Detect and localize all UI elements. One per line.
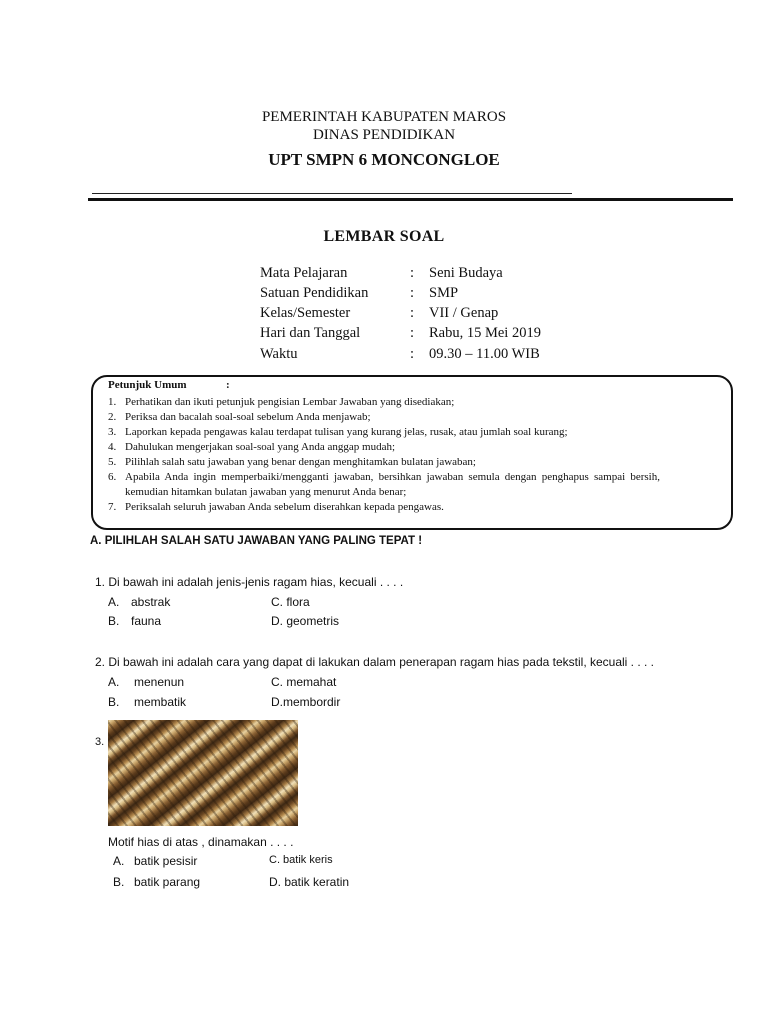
instruction-heading-colon: : bbox=[226, 379, 230, 391]
batik-image bbox=[108, 720, 298, 826]
option-b[interactable]: membatik bbox=[134, 695, 187, 709]
instruction-number: 6. bbox=[108, 471, 117, 483]
header-government: PEMERINTAH KABUPATEN MAROS bbox=[261, 109, 507, 125]
header-department: DINAS PENDIDIKAN bbox=[312, 127, 456, 143]
header-divider-thin bbox=[92, 193, 572, 194]
info-label: Satuan Pendidikan bbox=[260, 285, 369, 301]
option-letter[interactable]: A. bbox=[113, 854, 125, 868]
instruction-number: 7. bbox=[108, 501, 117, 513]
option-letter[interactable]: B. bbox=[113, 875, 125, 889]
page-title: LEMBAR SOAL bbox=[323, 228, 445, 245]
option-b[interactable]: fauna bbox=[131, 614, 162, 628]
instruction-number: 3. bbox=[108, 426, 117, 438]
option-d[interactable]: D. batik keratin bbox=[269, 875, 350, 889]
info-value: 09.30 – 11.00 WIB bbox=[429, 346, 540, 362]
info-colon: : bbox=[410, 265, 415, 281]
option-a[interactable]: batik pesisir bbox=[134, 854, 198, 868]
instruction-number: 1. bbox=[108, 396, 117, 408]
question-2-text: 2. Di bawah ini adalah cara yang dapat di lakukan dalam penerapan ragam hias pada tekstil, kecuali . . . . bbox=[95, 655, 655, 669]
info-colon: : bbox=[410, 305, 415, 321]
info-label: Hari dan Tanggal bbox=[260, 325, 361, 341]
option-c[interactable]: C. flora bbox=[271, 595, 310, 609]
instruction-text: Periksa dan bacalah soal-soal sebelum Anda menjawab; bbox=[125, 411, 371, 423]
info-label: Waktu bbox=[260, 346, 298, 362]
info-value: Seni Budaya bbox=[429, 265, 503, 281]
info-row bbox=[0, 265, 768, 285]
option-letter[interactable]: A. bbox=[108, 675, 120, 689]
section-a-heading: A. PILIHLAH SALAH SATU JAWABAN YANG PALING TEPAT ! bbox=[90, 535, 423, 547]
option-c[interactable]: C. batik keris bbox=[269, 854, 333, 866]
info-label: Mata Pelajaran bbox=[260, 265, 348, 281]
header-divider-thick bbox=[88, 198, 733, 201]
option-letter[interactable]: A. bbox=[108, 595, 120, 609]
instruction-text: Periksalah seluruh jawaban Anda sebelum diserahkan kepada pengawas. bbox=[125, 501, 444, 513]
instruction-text: Dahulukan mengerjakan soal-soal yang Anda anggap mudah; bbox=[125, 441, 396, 453]
info-row bbox=[0, 346, 768, 366]
question-1-text: 1. Di bawah ini adalah jenis-jenis ragam hias, kecuali . . . . bbox=[95, 575, 404, 589]
option-b[interactable]: batik parang bbox=[134, 875, 201, 889]
info-colon: : bbox=[410, 325, 415, 341]
instruction-heading: Petunjuk Umum bbox=[108, 379, 187, 391]
info-value: VII / Genap bbox=[429, 305, 499, 321]
instruction-number: 4. bbox=[108, 441, 117, 453]
info-value: SMP bbox=[429, 285, 459, 301]
option-a[interactable]: abstrak bbox=[131, 595, 171, 609]
info-colon: : bbox=[410, 285, 415, 301]
option-letter[interactable]: B. bbox=[108, 695, 120, 709]
info-row bbox=[0, 325, 768, 345]
info-colon: : bbox=[410, 346, 415, 362]
instruction-text: Perhatikan dan ikuti petunjuk pengisian Lembar Jawaban yang disediakan; bbox=[125, 396, 455, 408]
header-school: UPT SMPN 6 MONCONGLOE bbox=[268, 150, 500, 169]
instruction-number: 2. bbox=[108, 411, 117, 423]
info-row bbox=[0, 305, 768, 325]
question-3-number: 3. bbox=[95, 736, 105, 748]
option-d[interactable]: D.membordir bbox=[271, 695, 341, 709]
info-value: Rabu, 15 Mei 2019 bbox=[429, 325, 541, 341]
option-d[interactable]: D. geometris bbox=[271, 614, 340, 628]
option-c[interactable]: C. memahat bbox=[271, 675, 337, 689]
info-label: Kelas/Semester bbox=[260, 305, 351, 321]
instruction-text: Apabila Anda ingin memperbaiki/mengganti jawaban, bersihkan jawaban semula dengan penghapus sampai bersih, kemudian hitamkan bulatan jawaban yang menurut Anda benar; bbox=[125, 471, 660, 498]
option-letter[interactable]: B. bbox=[108, 614, 120, 628]
question-3-text: Motif hias di atas , dinamakan . . . . bbox=[108, 835, 294, 849]
instruction-number: 5. bbox=[108, 456, 117, 468]
info-row bbox=[0, 285, 768, 305]
instruction-text: Pilihlah salah satu jawaban yang benar dengan menghitamkan bulatan jawaban; bbox=[125, 456, 476, 468]
option-a[interactable]: menenun bbox=[134, 675, 185, 689]
instruction-text: Laporkan kepada pengawas kalau terdapat tulisan yang kurang jelas, rusak, atau jumlah soal kurang; bbox=[125, 426, 568, 438]
